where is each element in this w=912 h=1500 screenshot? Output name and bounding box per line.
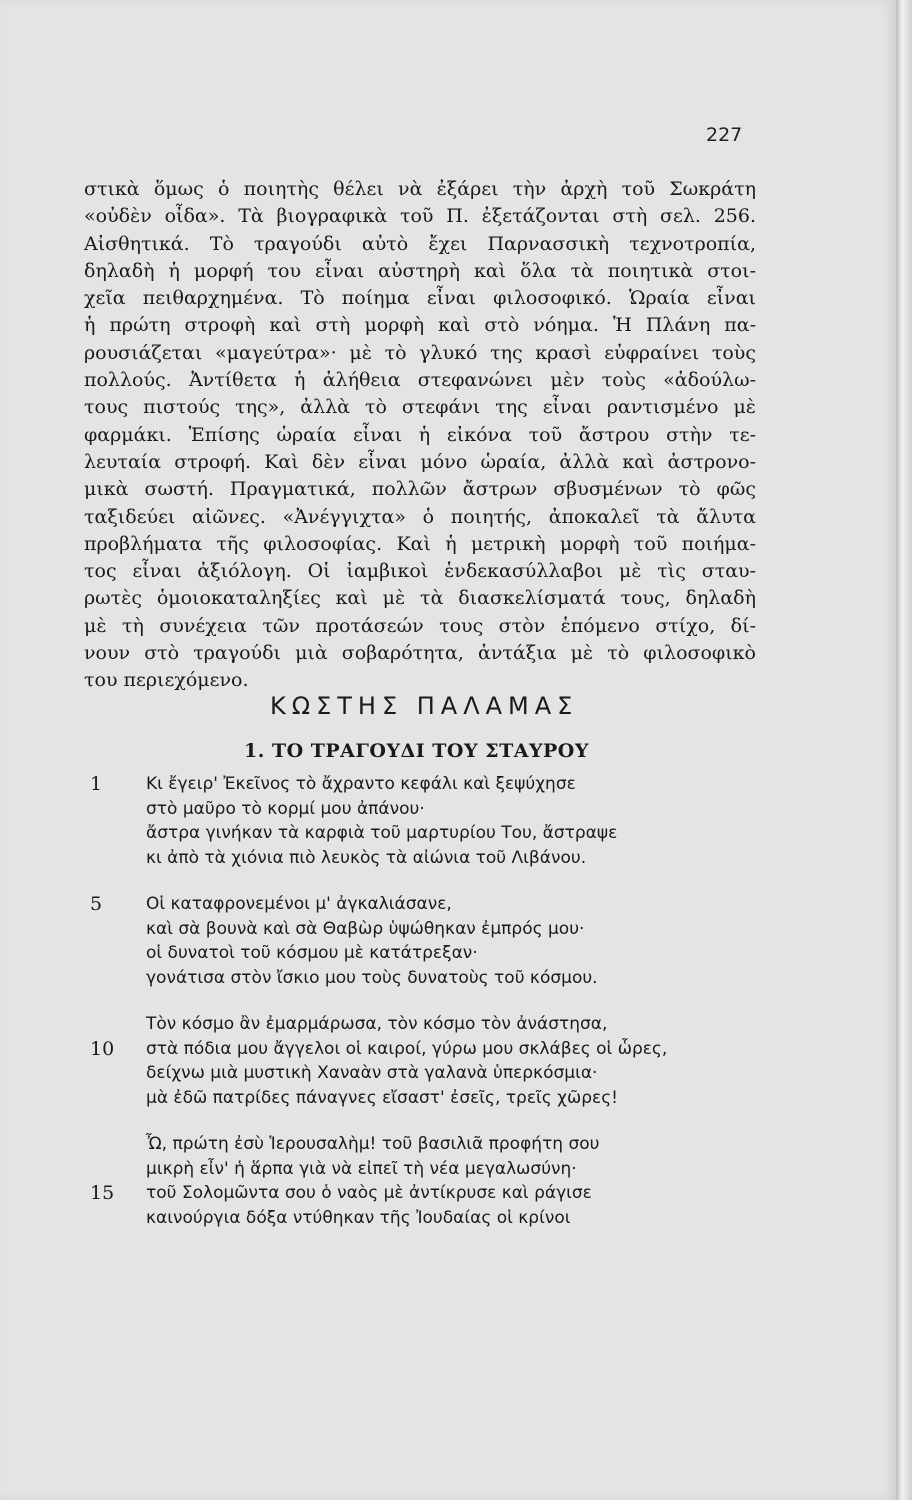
prose-line: Αἰσθητικά. Τὸ τραγούδι αὐτὸ ἔχει Παρνασσικὴ τεχνοτροπία, bbox=[84, 232, 756, 255]
verse-text: Ὦ, πρώτη ἐσὺ Ἱερουσαλὴμ! τοῦ βασιλιᾶ προφήτη σου bbox=[146, 1134, 600, 1154]
prose-line: πολλούς. Ἀντίθετα ἡ ἀλήθεια στεφανώνει μὲν τοὺς «ἀδούλω- bbox=[84, 369, 756, 392]
verse bbox=[90, 1132, 770, 1157]
prose-line: δηλαδὴ ἡ μορφή του εἶναι αὐστηρὴ καὶ ὅλα τὰ ποιητικὰ στοι- bbox=[84, 259, 756, 282]
verse bbox=[90, 772, 770, 797]
verse-text: μὰ ἐδῶ πατρίδες πάναγνες εἴσαστ' ἐσεῖς, τρεῖς χῶρες! bbox=[146, 1087, 618, 1108]
verse bbox=[90, 941, 770, 966]
verse bbox=[90, 1206, 770, 1231]
poem-title: 1. ΤΟ ΤΡΑΓΟΥΔΙ ΤΟΥ ΣΤΑΥΡΟΥ bbox=[244, 740, 589, 762]
prose-line: τους πιστούς της», ἀλλὰ τὸ στεφάνι της εἶναι ραντισμένο μὲ bbox=[84, 396, 756, 419]
verse-text: Κι ἔγειρ' Ἐκεῖνος τὸ ἄχραντο κεφάλι καὶ ξεψύχησε bbox=[146, 774, 576, 794]
prose-line: φαρμάκι. Ἐπίσης ὡραία εἶναι ἡ εἰκόνα τοῦ ἄστρου στὴν τε- bbox=[84, 423, 756, 446]
verse bbox=[90, 1012, 770, 1037]
verse bbox=[90, 917, 770, 942]
verse bbox=[90, 1086, 770, 1111]
verse-text: μικρὴ εἶν' ἡ ἅρπα γιὰ νὰ εἰπεῖ τὴ νέα μεγαλωσύνη· bbox=[146, 1158, 577, 1179]
verse-number: 1 bbox=[90, 773, 103, 795]
stanza bbox=[90, 772, 770, 870]
verse bbox=[90, 1157, 770, 1182]
verse-number: 5 bbox=[90, 893, 103, 915]
prose-line: νουν στὸ τραγούδι μιὰ σοβαρότητα, ἀντάξια μὲ τὸ φιλοσοφικὸ bbox=[84, 642, 756, 665]
verse-number: 10 bbox=[90, 1037, 115, 1060]
page-edge bbox=[896, 0, 912, 1500]
verse-text: στὸ μαῦρο τὸ κορμί μου ἀπάνου· bbox=[146, 798, 425, 819]
verse-text: καινούργια δόξα ντύθηκαν τῆς Ἰουδαίας οἱ κρίνοι bbox=[146, 1207, 571, 1228]
stanza bbox=[90, 892, 770, 990]
verse bbox=[90, 846, 770, 871]
verse-text: γονάτισα στὸν ἴσκιο μου τοὺς δυνατοὺς τοῦ κόσμου. bbox=[146, 967, 598, 988]
verse bbox=[90, 797, 770, 822]
commentary-text bbox=[84, 176, 756, 695]
prose-line: τος εἶναι ἀξιόλογη. Οἱ ἰαμβικοὶ ἑνδεκασύλλαβοι μὲ τὶς σταυ- bbox=[84, 560, 756, 583]
prose-line: μὲ τὴ συνέχεια τῶν προτάσεών τους στὸν ἑπόμενο στίχο, δί- bbox=[84, 614, 756, 637]
prose-line: λευταία στροφή. Καὶ δὲν εἶναι μόνο ὡραία, ἀλλὰ καὶ ἀστρονο- bbox=[84, 450, 756, 473]
stanza bbox=[90, 1012, 770, 1110]
verse bbox=[90, 1181, 770, 1206]
verse-text: Τὸν κόσμο ἂν ἐμαρμάρωσα, τὸν κόσμο τὸν ἀνάστησα, bbox=[146, 1014, 608, 1034]
verse bbox=[90, 966, 770, 991]
prose-line: του περιεχόμενο. bbox=[84, 669, 249, 692]
page-number: 227 bbox=[706, 124, 743, 146]
verse-text: οἱ δυνατοὶ τοῦ κόσμου μὲ κατάτρεξαν· bbox=[146, 943, 478, 963]
verse-text: καὶ σὰ βουνὰ καὶ σὰ Θαβὼρ ὑψώθηκαν ἐμπρός μου· bbox=[146, 918, 585, 939]
prose-line: προβλήματα τῆς φιλοσοφίας. Καὶ ἡ μετρικὴ μορφὴ τοῦ ποιήμα- bbox=[84, 532, 756, 555]
verse bbox=[90, 1037, 770, 1062]
prose-line: μικὰ σωστή. Πραγματικά, πολλῶν ἄστρων σβυσμένων τὸ φῶς bbox=[84, 478, 756, 501]
prose-line: χεῖα πειθαρχημένα. Τὸ ποίημα εἶναι φιλοσοφικό. Ὡραία εἶναι bbox=[84, 287, 756, 310]
verse-text: ἄστρα γινήκαν τὰ καρφιὰ τοῦ μαρτυρίου Του, ἄστραψε bbox=[146, 823, 618, 843]
verse bbox=[90, 892, 770, 917]
prose-line: ρωτὲς ὁμοιοκαταληξίες καὶ μὲ τὰ διασκελίσματά τους, δηλαδὴ bbox=[84, 587, 756, 610]
prose-line: στικὰ ὅμως ὁ ποιητὴς θέλει νὰ ἐξάρει τὴν ἀρχὴ τοῦ Σωκράτη bbox=[84, 178, 756, 200]
verse-text: στὰ πόδια μου ἄγγελοι οἱ καιροί, γύρω μου σκλάβες οἱ ὧρες, bbox=[146, 1038, 668, 1059]
author-heading: ΚΩΣΤΗΣ ΠΑΛΑΜΑΣ bbox=[270, 692, 579, 720]
verse bbox=[90, 821, 770, 846]
prose-line: ρουσιάζεται «μαγεύτρα»· μὲ τὸ γλυκό της κρασὶ εὐφραίνει τοὺς bbox=[84, 341, 756, 364]
verse bbox=[90, 1061, 770, 1086]
verse-number: 15 bbox=[90, 1182, 115, 1204]
verse-text: δείχνω μιὰ μυστικὴ Χαναὰν στὰ γαλανὰ ὑπερκόσμια· bbox=[146, 1063, 598, 1083]
prose-line: ταξιδεύει αἰῶνες. «Ἀνέγγιχτα» ὁ ποιητής, ἀποκαλεῖ τὰ ἄλυτα bbox=[84, 505, 756, 528]
verse-text: τοῦ Σολομῶντα σου ὁ ναὸς μὲ ἀντίκρυσε καὶ ράγισε bbox=[146, 1183, 592, 1203]
prose-line: ἡ πρώτη στροφὴ καὶ στὴ μορφὴ καὶ στὸ νόημα. Ἡ Πλάνη πα- bbox=[84, 314, 756, 337]
verse-text: κι ἀπὸ τὰ χιόνια πιὸ λευκὸς τὰ αἰώνια τοῦ Λιβάνου. bbox=[146, 847, 587, 868]
prose-line: «οὐδὲν οἶδα». Τὰ βιογραφικὰ τοῦ Π. ἐξετάζονται στὴ σελ. 256. bbox=[84, 205, 756, 228]
stanza bbox=[90, 1132, 770, 1230]
verse-text: Οἱ καταφρονεμένοι μ' ἀγκαλιάσανε, bbox=[146, 894, 452, 914]
poem bbox=[90, 772, 770, 1252]
